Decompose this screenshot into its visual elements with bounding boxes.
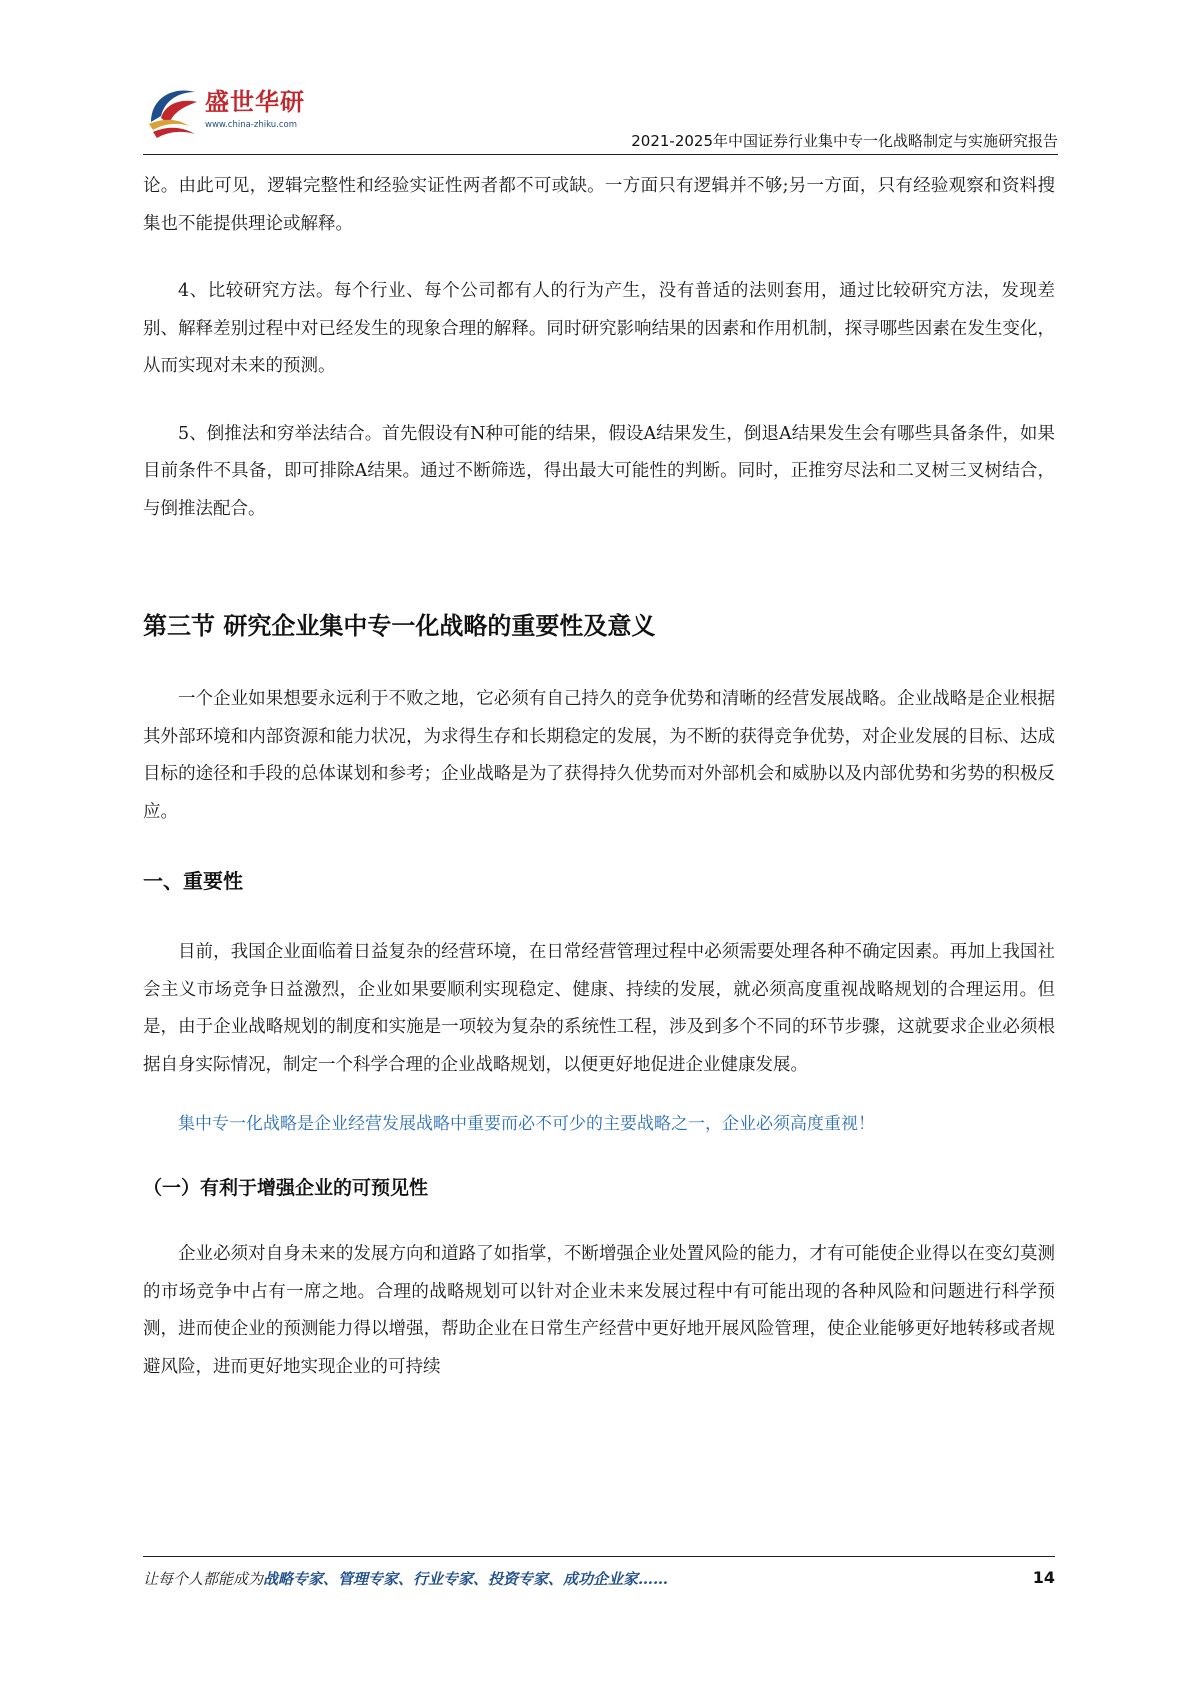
paragraph-importance: 目前，我国企业面临着日益复杂的经营环境，在日常经营管理过程中必须需要处理各种不确定因素。再加上我国社会主义市场竞争日益激烈，企业如果要顺利实现稳定、健康、持续的发展，就必须高度重视战略规划的合理运用。但是，由于企业战略规划的制度和实施是一项较为复杂的系统性工程，涉及到多个不同的环节步骤，这就要求企业必须根据自身实际情况，制定一个科学合理的企业战略规划，以便更好地促进企业健康发展。 xyxy=(143,942,1055,1075)
paragraph-strategy-intro: 一个企业如果想要永远利于不败之地，它必须有自己持久的竞争优势和清晰的经营发展战略。企业战略是企业根据其外部环境和内部资源和能力状况，为求得生存和长期稳定的发展，为不断的获得竞争优势，对企业发展的目标、达成目标的途径和手段的总体谋划和参考；企业战略是为了获得持久优势而对外部机会和威胁以及内部优势和劣势的积极反应。 xyxy=(143,689,1055,822)
header-divider xyxy=(143,154,1058,155)
page-content xyxy=(143,168,1055,1386)
footer-divider xyxy=(143,1556,1055,1557)
logo-emblem-icon xyxy=(143,78,205,140)
logo xyxy=(143,78,313,146)
section-title: 第三节 研究企业集中专一化战略的重要性及意义 xyxy=(143,612,656,640)
footer-slogan-highlight: 战略专家、管理专家、行业专家、投资专家、成功企业家…… xyxy=(263,1570,669,1588)
page-number: 14 xyxy=(1032,1568,1055,1587)
footer-slogan xyxy=(143,1568,668,1589)
page-header xyxy=(143,78,1058,160)
footer-slogan-prefix: 让每个人都能成为 xyxy=(143,1570,264,1588)
logo-text: 盛世华研 xyxy=(205,88,305,116)
subsubsection-title-predictability: （一）有利于增强企业的可预见性 xyxy=(143,1177,429,1199)
paragraph-backward-method: 5、倒推法和穷举法结合。首先假设有N种可能的结果，假设A结果发生，倒退A结果发生会有哪些具备条件，如果目前条件不具备，即可排除A结果。通过不断筛选，得出最大可能性的判断。同时，正推穷尽法和二叉树三叉树结合，与倒推法配合。 xyxy=(143,423,1055,519)
logo-url: www.china-zhiku.com xyxy=(205,120,297,130)
paragraph-comparative-method: 4、比较研究方法。每个行业、每个公司都有人的行为产生，没有普适的法则套用，通过比较研究方法，发现差别、解释差别过程中对已经发生的现象合理的解释。同时研究影响结果的因素和作用机制，探寻哪些因素在发生变化，从而实现对未来的预测。 xyxy=(143,281,1055,376)
subsection-title-importance: 一、重要性 xyxy=(143,869,243,893)
paragraph-predictability: 企业必须对自身未来的发展方向和道路了如指掌，不断增强企业处置风险的能力，才有可能使企业得以在变幻莫测的市场竞争中占有一席之地。合理的战略规划可以针对企业未来发展过程中有可能出现的各种风险和问题进行科学预测，进而使企业的预测能力得以增强，帮助企业在日常生产经营中更好地开展风险管理，使企业能够更好地转移或者规避风险，进而更好地实现企业的可持续 xyxy=(143,1244,1055,1377)
report-title: 2021-2025年中国证券行业集中专一化战略制定与实施研究报告 xyxy=(631,132,1058,150)
paragraph-continuation: 论。由此可见，逻辑完整性和经验实证性两者都不可或缺。一方面只有逻辑并不够;另一方面，只有经验观察和资料搜集也不能提供理论或解释。 xyxy=(143,176,1055,234)
highlight-statement: 集中专一化战略是企业经营发展战略中重要而必不可少的主要战略之一，企业必须高度重视！ xyxy=(178,1114,875,1134)
